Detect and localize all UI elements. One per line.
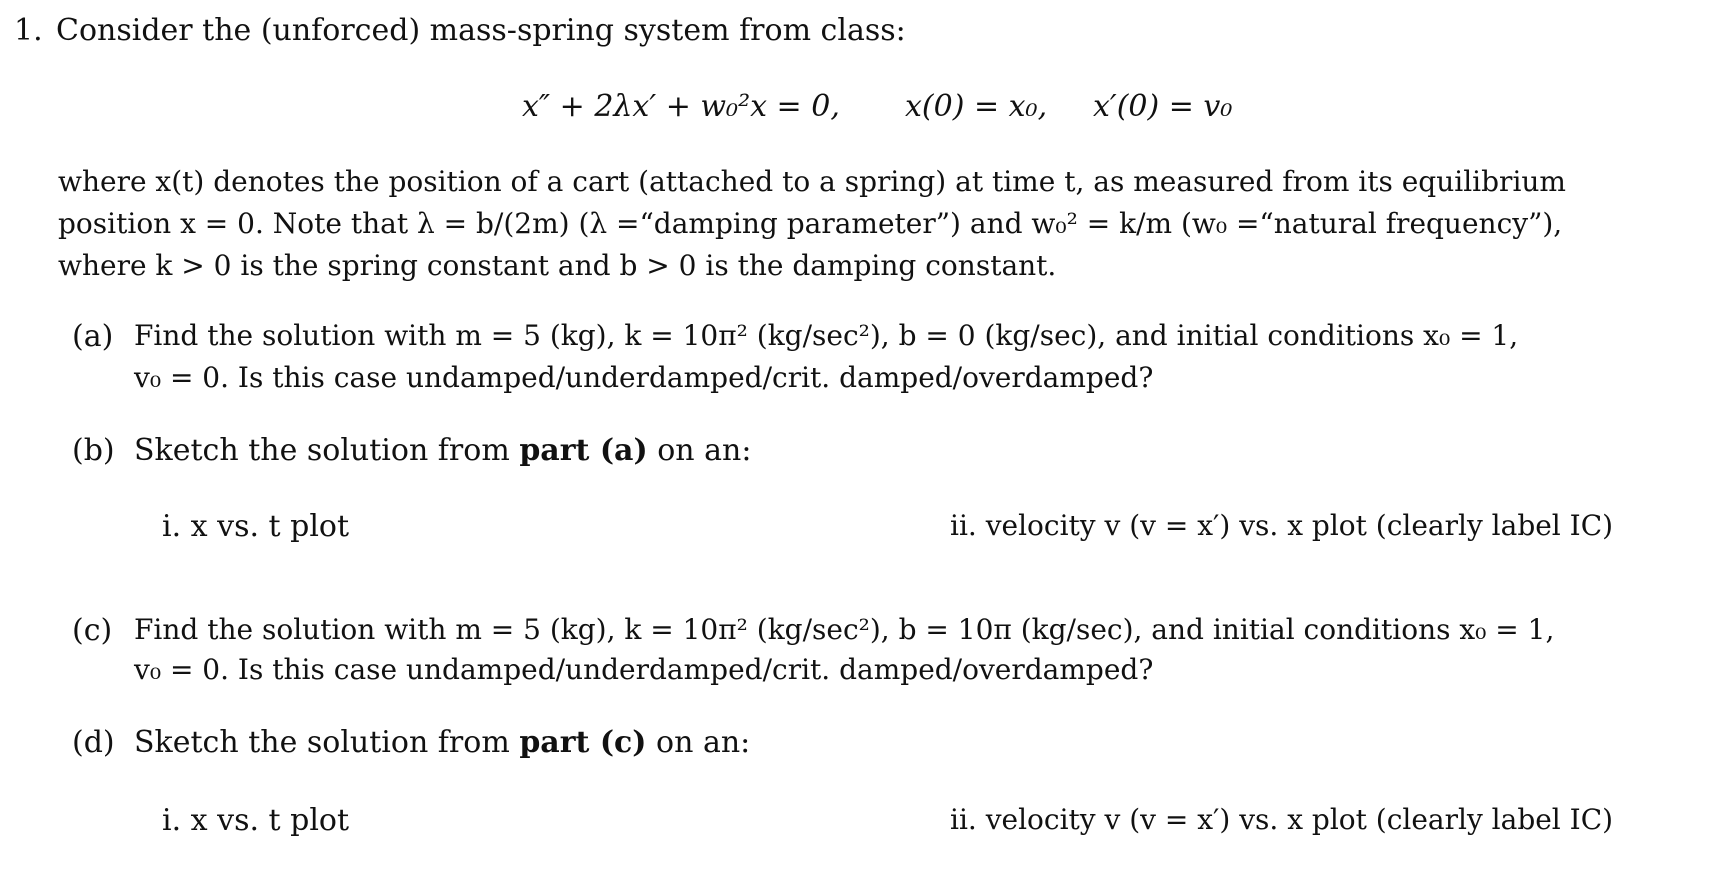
problem-intro: Consider the (unforced) mass-spring system from class:: [56, 13, 906, 48]
part-b-bold-ref: part (a): [519, 433, 648, 468]
part-d-label: (d): [72, 725, 115, 760]
part-d-item-i: i. x vs. t plot: [162, 803, 350, 838]
part-d-text-after: on an:: [656, 725, 751, 760]
part-d-text-before: Sketch the solution from: [134, 725, 510, 760]
part-b-text-before: Sketch the solution from: [134, 433, 510, 468]
part-d-text: [134, 725, 751, 760]
part-b-text: [134, 433, 752, 468]
part-a-line-1: Find the solution with m = 5 (kg), k = 10π² (kg/sec²), b = 0 (kg/sec), and initial conditions x₀ = 1,: [134, 319, 1519, 352]
part-b-label: (b): [72, 433, 115, 468]
part-c-line-1: Find the solution with m = 5 (kg), k = 10π² (kg/sec²), b = 10π (kg/sec), and initial conditions x₀ = 1,: [134, 613, 1555, 646]
ode-equation: x″ + 2λx′ + w₀²x = 0,: [522, 89, 840, 124]
description-line-1: where x(t) denotes the position of a cart (attached to a spring) at time t, as measured from its equilibrium: [58, 165, 1566, 198]
part-d-bold-ref: part (c): [519, 725, 647, 760]
part-b-text-after: on an:: [657, 433, 752, 468]
part-a-label: (a): [72, 319, 114, 354]
part-c-label: (c): [72, 613, 113, 648]
problem-number: 1.: [14, 13, 43, 48]
part-b-item-ii: ii. velocity v (v = x′) vs. x plot (clearly label IC): [950, 509, 1614, 542]
initial-condition-v: x′(0) = v₀: [1093, 89, 1233, 124]
initial-condition-x: x(0) = x₀,: [905, 89, 1048, 124]
part-b-item-i: i. x vs. t plot: [162, 509, 350, 544]
description-line-3: where k > 0 is the spring constant and b > 0 is the damping constant.: [58, 249, 1057, 282]
part-a-line-2: v₀ = 0. Is this case undamped/underdamped/crit. damped/overdamped?: [134, 361, 1154, 394]
description-line-2: position x = 0. Note that λ = b/(2m) (λ =“damping parameter”) and w₀² = k/m (w₀ =“natural frequency”),: [58, 207, 1563, 240]
part-c-line-2: v₀ = 0. Is this case undamped/underdamped/crit. damped/overdamped?: [134, 653, 1154, 686]
part-d-item-ii: ii. velocity v (v = x′) vs. x plot (clearly label IC): [950, 803, 1614, 836]
